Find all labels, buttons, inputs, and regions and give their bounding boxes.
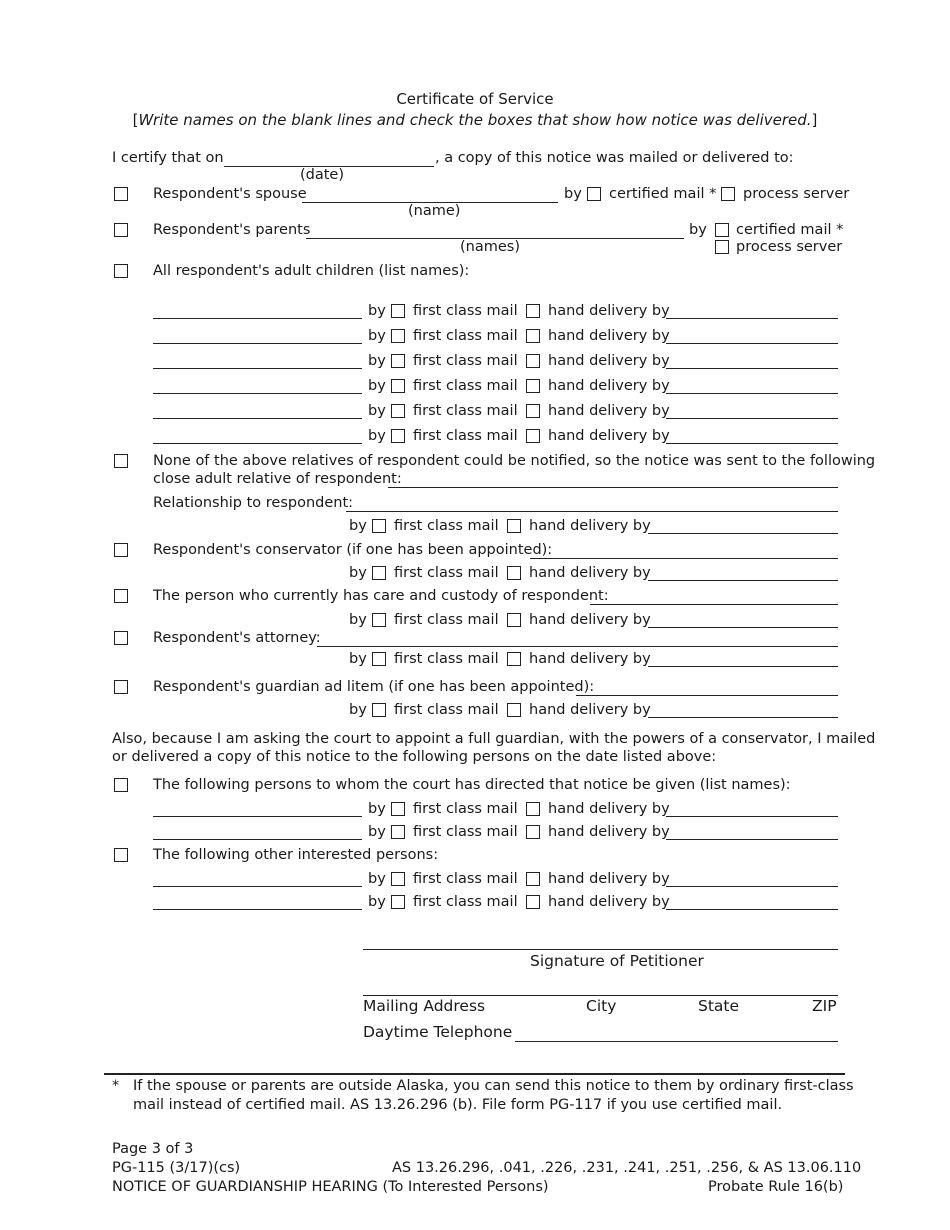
first-class-label: first class mail: [413, 303, 518, 319]
mailing-address-label: Mailing Address: [363, 997, 486, 1015]
hand-delivery-label: hand delivery by: [548, 824, 670, 840]
directed-label: The following persons to whom the court has directed that notice be given (list names):: [153, 777, 791, 793]
parents-checkbox[interactable]: [114, 223, 128, 237]
hand-delivery-label: hand delivery by: [548, 303, 670, 319]
relative-checkbox[interactable]: [114, 454, 128, 468]
parents-process-checkbox[interactable]: [715, 240, 729, 254]
hand-delivery-checkbox[interactable]: [526, 872, 540, 886]
parents-label: Respondent's parents: [153, 222, 311, 238]
hand-delivery-checkbox[interactable]: [526, 802, 540, 816]
gal-checkbox[interactable]: [114, 680, 128, 694]
first-class-label: first class mail: [413, 801, 518, 817]
first-class-label: first class mail: [413, 328, 518, 344]
hand-delivery-label: hand delivery by: [548, 353, 670, 369]
hand-delivery-checkbox[interactable]: [507, 613, 521, 627]
directed-checkbox[interactable]: [114, 778, 128, 792]
certify-prefix: I certify that on: [112, 150, 224, 166]
delivery-by: by: [368, 871, 386, 887]
hand-delivery-by-field[interactable]: [648, 627, 838, 628]
hand-delivery-by-field[interactable]: [666, 343, 838, 344]
hand-delivery-label: hand delivery by: [548, 428, 670, 444]
parents-by: by: [689, 222, 707, 238]
hand-delivery-by-field[interactable]: [666, 909, 838, 910]
delivery-by: by: [368, 428, 386, 444]
children-checkbox[interactable]: [114, 264, 128, 278]
hand-delivery-by-field[interactable]: [666, 886, 838, 887]
hand-delivery-label: hand delivery by: [529, 612, 651, 628]
hand-delivery-by-field[interactable]: [648, 533, 838, 534]
parents-names-caption: (names): [460, 239, 520, 255]
custody-field[interactable]: [590, 604, 838, 605]
hand-delivery-label: hand delivery by: [529, 651, 651, 667]
custody-checkbox[interactable]: [114, 589, 128, 603]
hand-delivery-label: hand delivery by: [529, 518, 651, 534]
page-title: Certificate of Service: [396, 90, 554, 108]
relative-line2: close adult relative of respondent:: [153, 471, 402, 487]
hand-delivery-label: hand delivery by: [529, 702, 651, 718]
gal-field[interactable]: [576, 695, 838, 696]
conservator-field[interactable]: [530, 558, 838, 559]
hand-delivery-checkbox[interactable]: [526, 404, 540, 418]
attorney-checkbox[interactable]: [114, 631, 128, 645]
first-class-label: first class mail: [394, 612, 499, 628]
recipient-name-field[interactable]: [153, 816, 362, 817]
hand-delivery-by-field[interactable]: [648, 717, 838, 718]
recipient-name-field[interactable]: [153, 343, 362, 344]
first-class-checkbox[interactable]: [391, 872, 405, 886]
instruction-text: Write names on the blank lines and check the boxes that show how notice was delivered.: [138, 111, 812, 129]
signature-line[interactable]: [363, 949, 838, 950]
address-line[interactable]: [363, 995, 838, 996]
custody-label: The person who currently has care and custody of respondent:: [153, 588, 609, 604]
hand-delivery-label: hand delivery by: [548, 894, 670, 910]
first-class-label: first class mail: [413, 378, 518, 394]
footnote-line1: If the spouse or parents are outside Alaska, you can send this notice to them by ordinary first-class: [133, 1078, 854, 1094]
parents-certified-checkbox[interactable]: [715, 223, 729, 237]
delivery-by: by: [368, 378, 386, 394]
hand-delivery-checkbox[interactable]: [526, 379, 540, 393]
first-class-checkbox[interactable]: [391, 429, 405, 443]
relative-line1: None of the above relatives of respondent could be notified, so the notice was sent to the following: [153, 453, 876, 469]
certify-suffix: , a copy of this notice was mailed or delivered to:: [435, 150, 794, 166]
first-class-checkbox[interactable]: [391, 404, 405, 418]
first-class-checkbox[interactable]: [391, 379, 405, 393]
first-class-label: first class mail: [413, 428, 518, 444]
also-line1: Also, because I am asking the court to appoint a full guardian, with the powers of a conservator, I mailed: [112, 731, 876, 747]
hand-delivery-checkbox[interactable]: [526, 825, 540, 839]
recipient-name-field[interactable]: [153, 318, 362, 319]
spouse-process-label: process server: [743, 186, 850, 202]
parents-process-label: process server: [736, 239, 843, 255]
spouse-certified-checkbox[interactable]: [587, 187, 601, 201]
spouse-certified-label: certified mail *: [609, 186, 717, 202]
phone-label: Daytime Telephone: [363, 1023, 513, 1041]
delivery-by: by: [349, 651, 367, 667]
first-class-checkbox[interactable]: [391, 304, 405, 318]
hand-delivery-checkbox[interactable]: [526, 304, 540, 318]
conservator-label: Respondent's conservator (if one has been appointed):: [153, 542, 553, 558]
delivery-by: by: [368, 303, 386, 319]
first-class-label: first class mail: [413, 871, 518, 887]
first-class-checkbox[interactable]: [391, 895, 405, 909]
first-class-label: first class mail: [394, 518, 499, 534]
hand-delivery-label: hand delivery by: [529, 565, 651, 581]
spouse-process-checkbox[interactable]: [721, 187, 735, 201]
hand-delivery-by-field[interactable]: [648, 666, 838, 667]
first-class-checkbox[interactable]: [391, 802, 405, 816]
delivery-by: by: [368, 353, 386, 369]
delivery-by: by: [368, 894, 386, 910]
hand-delivery-by-field[interactable]: [666, 368, 838, 369]
first-class-checkbox[interactable]: [372, 613, 386, 627]
footnote-divider: [104, 1073, 845, 1075]
interested-checkbox[interactable]: [114, 848, 128, 862]
children-label: All respondent's adult children (list names):: [153, 263, 470, 279]
relative-name-field[interactable]: [388, 487, 838, 488]
hand-delivery-checkbox[interactable]: [507, 519, 521, 533]
recipient-name-field[interactable]: [153, 368, 362, 369]
spouse-label: Respondent's spouse: [153, 186, 307, 202]
hand-delivery-by-field[interactable]: [666, 839, 838, 840]
first-class-label: first class mail: [394, 702, 499, 718]
attorney-field[interactable]: [317, 646, 838, 647]
first-class-checkbox[interactable]: [391, 329, 405, 343]
zip-label: ZIP: [812, 997, 837, 1015]
first-class-checkbox[interactable]: [372, 519, 386, 533]
form-number: PG-115 (3/17)(cs): [112, 1160, 241, 1176]
first-class-checkbox[interactable]: [372, 703, 386, 717]
recipient-name-field[interactable]: [153, 839, 362, 840]
instruction-close: ]: [811, 111, 818, 129]
hand-delivery-checkbox[interactable]: [507, 703, 521, 717]
phone-field[interactable]: [515, 1041, 838, 1042]
parents-certified-label: certified mail *: [736, 222, 844, 238]
first-class-label: first class mail: [413, 894, 518, 910]
spouse-name-caption: (name): [408, 203, 461, 219]
page-number: Page 3 of 3: [112, 1141, 194, 1157]
instruction-open: [: [132, 111, 139, 129]
delivery-by: by: [368, 403, 386, 419]
delivery-by: by: [349, 565, 367, 581]
first-class-checkbox[interactable]: [372, 566, 386, 580]
hand-delivery-by-field[interactable]: [666, 318, 838, 319]
delivery-by: by: [368, 824, 386, 840]
first-class-checkbox[interactable]: [391, 354, 405, 368]
hand-delivery-label: hand delivery by: [548, 871, 670, 887]
delivery-by: by: [349, 702, 367, 718]
delivery-by: by: [349, 612, 367, 628]
hand-delivery-label: hand delivery by: [548, 801, 670, 817]
probate-rule: Probate Rule 16(b): [708, 1179, 844, 1195]
first-class-label: first class mail: [394, 651, 499, 667]
hand-delivery-by-field[interactable]: [666, 393, 838, 394]
hand-delivery-by-field[interactable]: [666, 816, 838, 817]
first-class-label: first class mail: [413, 353, 518, 369]
first-class-label: first class mail: [413, 824, 518, 840]
hand-delivery-by-field[interactable]: [666, 443, 838, 444]
hand-delivery-checkbox[interactable]: [526, 895, 540, 909]
hand-delivery-checkbox[interactable]: [526, 429, 540, 443]
hand-delivery-by-field[interactable]: [648, 580, 838, 581]
attorney-label: Respondent's attorney:: [153, 630, 321, 646]
relationship-label: Relationship to respondent:: [153, 495, 354, 511]
interested-label: The following other interested persons:: [153, 847, 439, 863]
hand-delivery-label: hand delivery by: [548, 378, 670, 394]
hand-delivery-label: hand delivery by: [548, 403, 670, 419]
hand-delivery-checkbox[interactable]: [507, 566, 521, 580]
footnote-star: *: [112, 1078, 120, 1094]
form-title: NOTICE OF GUARDIANSHIP HEARING (To Interested Persons): [112, 1179, 549, 1195]
statutes: AS 13.26.296, .041, .226, .231, .241, .251, .256, & AS 13.06.110: [392, 1160, 862, 1176]
spouse-by: by: [564, 186, 582, 202]
hand-delivery-checkbox[interactable]: [507, 652, 521, 666]
hand-delivery-checkbox[interactable]: [526, 329, 540, 343]
first-class-checkbox[interactable]: [391, 825, 405, 839]
delivery-by: by: [368, 328, 386, 344]
signature-caption: Signature of Petitioner: [530, 952, 704, 970]
recipient-name-field[interactable]: [153, 443, 362, 444]
hand-delivery-checkbox[interactable]: [526, 354, 540, 368]
recipient-name-field[interactable]: [153, 909, 362, 910]
city-label: City: [586, 997, 617, 1015]
first-class-checkbox[interactable]: [372, 652, 386, 666]
delivery-by: by: [349, 518, 367, 534]
first-class-label: first class mail: [413, 403, 518, 419]
state-label: State: [698, 997, 740, 1015]
gal-label: Respondent's guardian ad litem (if one has been appointed):: [153, 679, 595, 695]
instruction: [0, 112, 950, 129]
spouse-checkbox[interactable]: [114, 187, 128, 201]
hand-delivery-by-field[interactable]: [666, 418, 838, 419]
delivery-by: by: [368, 801, 386, 817]
recipient-name-field[interactable]: [153, 418, 362, 419]
conservator-checkbox[interactable]: [114, 543, 128, 557]
also-line2: or delivered a copy of this notice to the following persons on the date listed above:: [112, 749, 717, 765]
recipient-name-field[interactable]: [153, 886, 362, 887]
footnote-line2: mail instead of certified mail. AS 13.26.296 (b). File form PG-117 if you use certified mail.: [133, 1097, 783, 1113]
relationship-field[interactable]: [346, 511, 838, 512]
recipient-name-field[interactable]: [153, 393, 362, 394]
date-caption: (date): [300, 167, 345, 183]
first-class-label: first class mail: [394, 565, 499, 581]
hand-delivery-label: hand delivery by: [548, 328, 670, 344]
